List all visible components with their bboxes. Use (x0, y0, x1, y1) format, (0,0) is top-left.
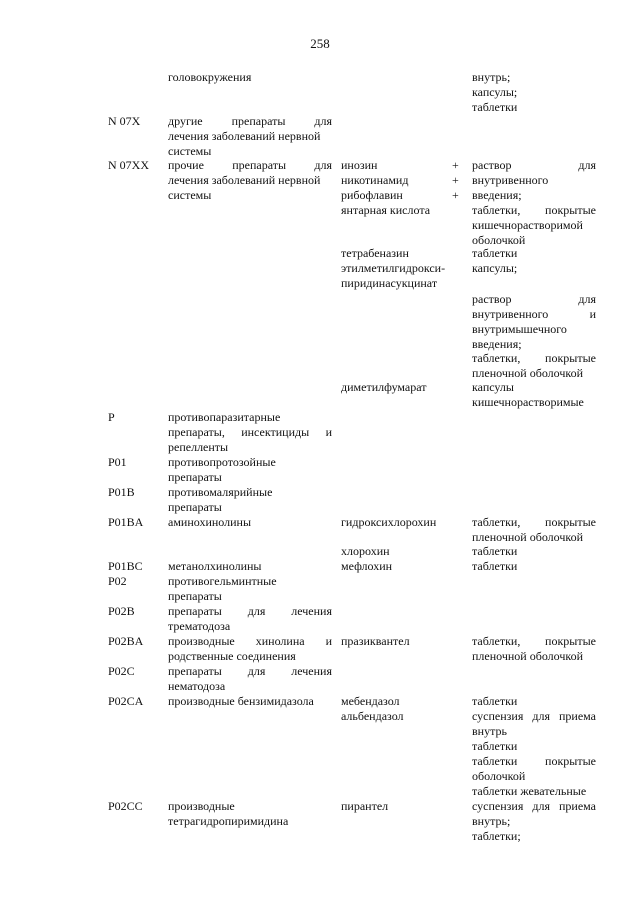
atc-name-line: системы (168, 188, 212, 202)
atc-name-line: нематодоза (168, 679, 226, 693)
dosage-form-line: таблетки покрытые (472, 754, 596, 768)
dosage-form-line: оболочкой (472, 233, 526, 247)
drug-name: янтарная кислота (341, 203, 431, 217)
atc-name-line: противомалярийные (168, 485, 273, 499)
dosage-form-line: оболочкой (472, 769, 526, 783)
atc-name-line: лечения заболеваний нервной (168, 129, 321, 143)
dosage-form-line: внутрь; (472, 814, 511, 828)
plus-sign: + (452, 188, 459, 202)
dosage-form-line: таблетки (472, 739, 518, 753)
drug-name: хлорохин (341, 544, 390, 558)
atc-code: P02B (108, 604, 135, 618)
drug-name: гидроксихлорохин (341, 515, 437, 529)
atc-name-line: родственные соединения (168, 649, 296, 663)
dosage-form-line: введения; (472, 337, 522, 351)
dosage-form-line: капсулы; (472, 85, 518, 99)
dosage-form-line: таблетки (472, 100, 518, 114)
page-number: 258 (310, 36, 330, 51)
dosage-form-line: кишечнорастворимые (472, 395, 584, 409)
atc-code: P01B (108, 485, 135, 499)
drug-name: пирантел (341, 799, 389, 813)
atc-code: P01BA (108, 515, 144, 529)
atc-name-line: производные бензимидазола (168, 694, 314, 708)
dosage-form-line: внутривенного и (472, 307, 596, 321)
atc-code: P02CA (108, 694, 144, 708)
atc-name-line: препараты (168, 470, 222, 484)
drug-name: мефлохин (341, 559, 393, 573)
dosage-form-line: раствор для (472, 158, 596, 172)
atc-name-line: другие препараты для (168, 114, 332, 128)
dosage-form-line: капсулы (472, 380, 514, 394)
atc-name-line: лечения заболеваний нервной (168, 173, 321, 187)
dosage-form-line: суспензия для приема (472, 799, 596, 813)
atc-name-line: препараты, инсектициды и (168, 425, 332, 439)
dosage-form-line: таблетки (472, 544, 518, 558)
plus-sign: + (452, 173, 459, 187)
atc-name-line: системы (168, 144, 212, 158)
atc-name-line: препараты (168, 589, 222, 603)
atc-name-line: противопаразитарные (168, 410, 281, 424)
dosage-form-line: таблетки, покрытые (472, 203, 596, 217)
atc-name-line: противопротозойные (168, 455, 276, 469)
dosage-form-line: капсулы; (472, 261, 518, 275)
dosage-form-line: введения; (472, 188, 522, 202)
dosage-form-line: пленочной оболочкой (472, 530, 584, 544)
dosage-form-line: суспензия для приема (472, 709, 596, 723)
dosage-form-line: таблетки; (472, 829, 521, 843)
dosage-form-line: таблетки, покрытые (472, 351, 596, 365)
dosage-form-line: пленочной оболочкой (472, 366, 584, 380)
dosage-form-line: таблетки (472, 694, 518, 708)
dosage-form-line: таблетки жевательные (472, 784, 587, 798)
plus-sign: + (452, 158, 459, 172)
atc-name-line: трематодоза (168, 619, 231, 633)
dosage-form-line: внутрь (472, 724, 507, 738)
dosage-form-line: внутримышечного (472, 322, 567, 336)
atc-code: P02 (108, 574, 127, 588)
atc-code: N 07X (108, 114, 141, 128)
drug-name: рибофлавин (341, 188, 403, 202)
dosage-form-line: внутрь; (472, 70, 511, 84)
atc-name-line: репелленты (168, 440, 229, 454)
drug-name: никотинамид (341, 173, 409, 187)
atc-name-line: головокружения (168, 70, 252, 84)
atc-code: P02BA (108, 634, 144, 648)
atc-code: P01BC (108, 559, 143, 573)
atc-code: P02CC (108, 799, 143, 813)
atc-name-line: метанолхинолины (168, 559, 262, 573)
drug-name: инозин (341, 158, 378, 172)
atc-name-line: аминохинолины (168, 515, 252, 529)
atc-name-line: противогельминтные (168, 574, 277, 588)
dosage-form-line: кишечнорастворимой (472, 218, 583, 232)
drug-name: альбендазол (341, 709, 404, 723)
atc-name-line: тетрагидропиримидина (168, 814, 289, 828)
dosage-form-line: внутривенного (472, 173, 549, 187)
atc-name-line: препараты (168, 500, 222, 514)
atc-name-line: производные (168, 799, 235, 813)
drug-name: празиквантел (341, 634, 410, 648)
atc-code: P01 (108, 455, 127, 469)
atc-code: N 07XX (108, 158, 149, 172)
dosage-form-line: таблетки (472, 559, 518, 573)
dosage-form-line: таблетки (472, 246, 518, 260)
atc-code: P (108, 410, 115, 424)
atc-name-line: препараты для лечения (168, 664, 332, 678)
atc-name-line: препараты для лечения (168, 604, 332, 618)
drug-name: мебендазол (341, 694, 400, 708)
drug-name: пиридинасукцинат (341, 276, 438, 290)
atc-name-line: производные хинолина и (168, 634, 332, 648)
atc-name-line: прочие препараты для (168, 158, 332, 172)
dosage-form-line: таблетки, покрытые (472, 634, 596, 648)
dosage-form-line: таблетки, покрытые (472, 515, 596, 529)
dosage-form-line: пленочной оболочкой (472, 649, 584, 663)
atc-code: P02C (108, 664, 135, 678)
dosage-form-line: раствор для (472, 292, 596, 306)
drug-name: диметилфумарат (341, 380, 427, 394)
drug-name: тетрабеназин (341, 246, 409, 260)
drug-name: этилметилгидрокси- (341, 261, 446, 275)
